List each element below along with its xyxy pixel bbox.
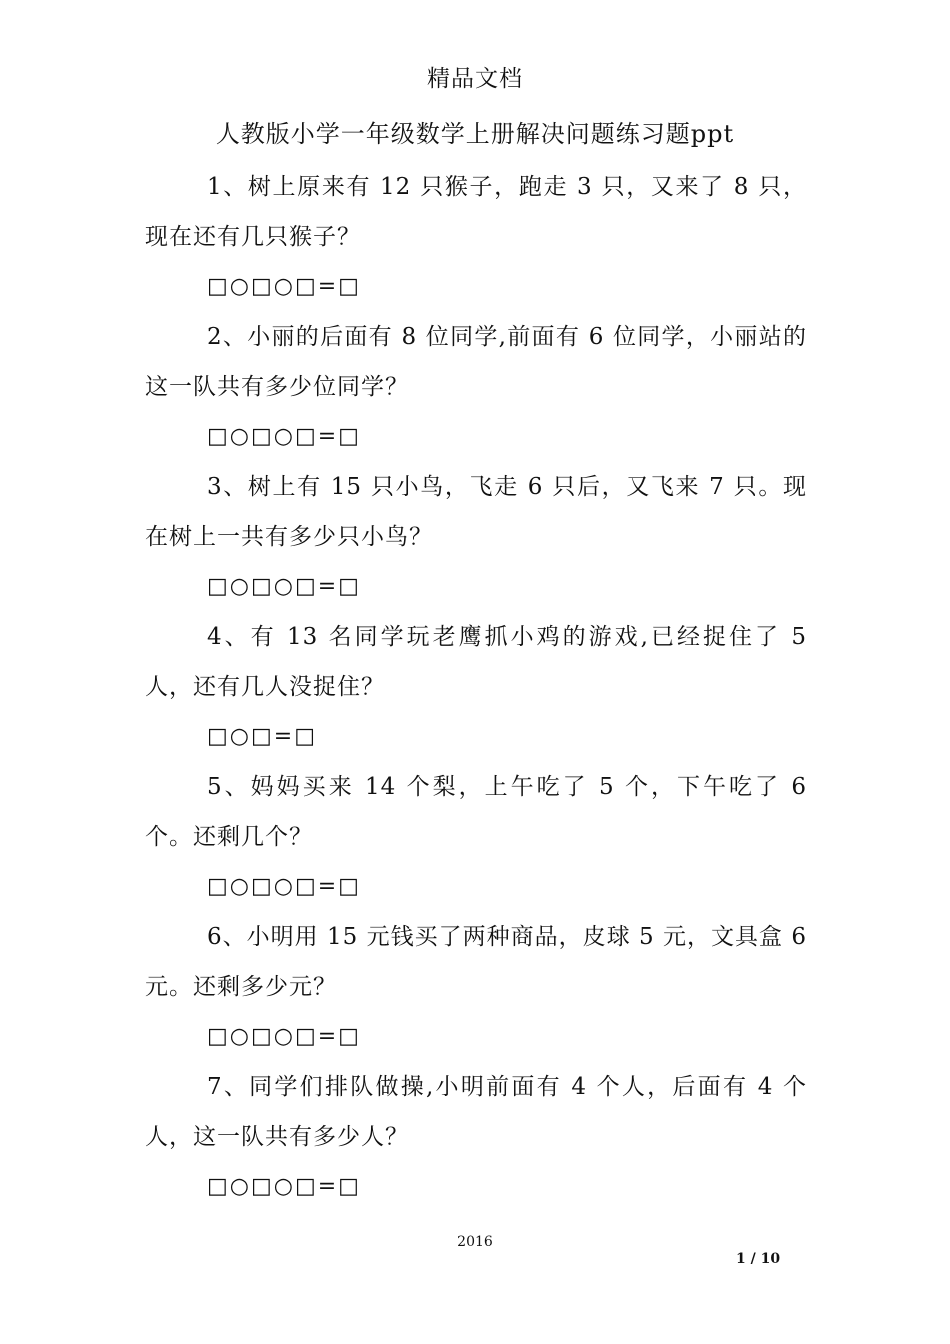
page-header: 精品文档 (427, 66, 523, 92)
problem-5-text: 5、妈妈买来 14 个梨，上午吃了 5 个，下午吃了 6 个。还剩几个？ (145, 774, 807, 850)
problem-1-text: 1、树上原来有 12 只猴子，跑走 3 只，又来了 8 只，现在还有几只猴子？ (145, 174, 807, 250)
problem-7-equation: □○□○□=□ (207, 1174, 361, 1199)
problem-5-equation: □○□○□=□ (207, 874, 361, 899)
problem-3-equation: □○□○□=□ (207, 574, 361, 599)
problem-1-equation: □○□○□=□ (207, 274, 361, 299)
page-number: 1 / 10 (736, 1251, 781, 1267)
problem-6-equation: □○□○□=□ (207, 1024, 361, 1049)
document-title: 人教版小学一年级数学上册解决问题练习题ppt (215, 120, 735, 148)
problem-3-text: 3、树上有 15 只小鸟，飞走 6 只后，又飞来 7 只。现在树上一共有多少只小鸟？ (145, 474, 807, 550)
footer-year: 2016 (457, 1234, 493, 1250)
problem-4-text: 4、有 13 名同学玩老鹰抓小鸡的游戏,已经捉住了 5 人，还有几人没捉住？ (145, 624, 807, 700)
problem-list (145, 162, 807, 1212)
problem-2-equation: □○□○□=□ (207, 424, 361, 449)
problem-6-text: 6、小明用 15 元钱买了两种商品，皮球 5 元，文具盒 6 元。还剩多少元？ (145, 924, 807, 1000)
problem-2-text: 2、小丽的后面有 8 位同学,前面有 6 位同学，小丽站的这一队共有多少位同学？ (145, 324, 807, 400)
problem-4-equation: □○□=□ (207, 724, 317, 749)
problem-7-text: 7、同学们排队做操,小明前面有 4 个人，后面有 4 个人，这一队共有多少人？ (145, 1074, 807, 1150)
